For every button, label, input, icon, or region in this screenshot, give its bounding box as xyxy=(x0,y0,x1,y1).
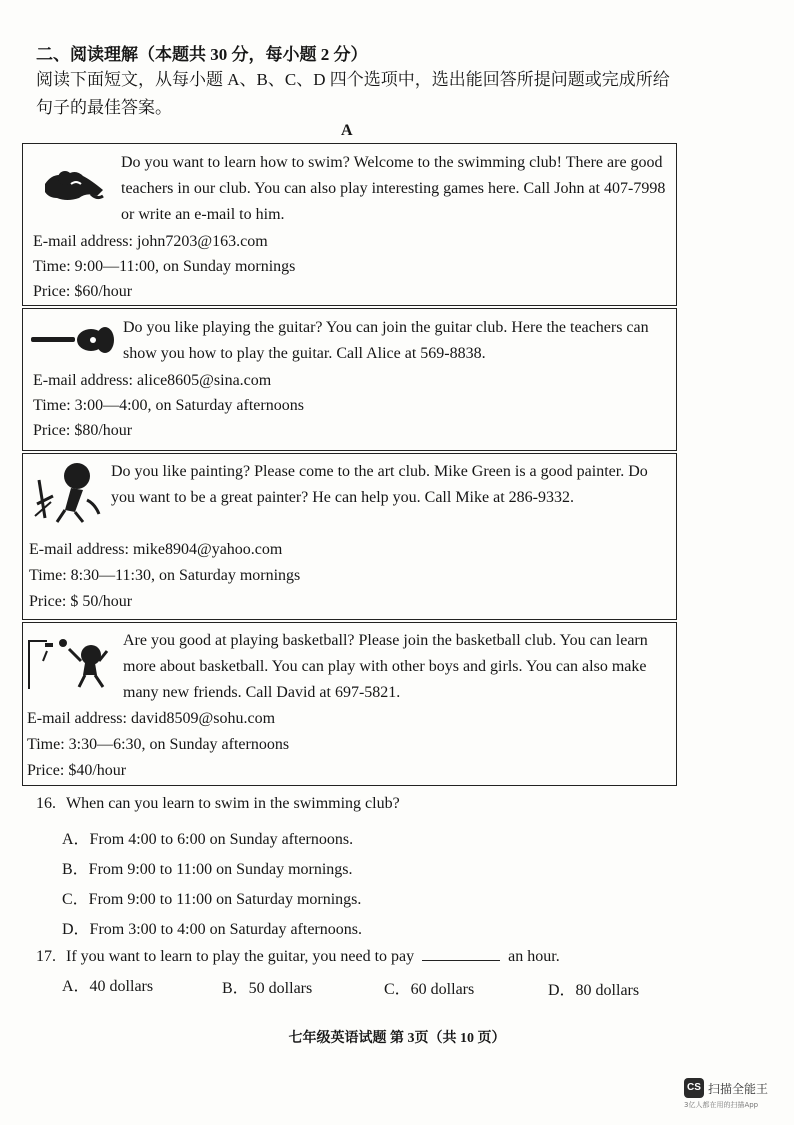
club-description: Are you good at playing basketball? Please join the basketball club. You can learn more about basketball. You can play with other boys and girls. You can also make many new friends. Call David at 697-5821. xyxy=(123,632,648,701)
club-description: Do you want to learn how to swim? Welcome to the swimming club! There are good teachers in our club. You can also play interesting games here. Call John at 407-7998 or write an e-mail to him. xyxy=(121,154,666,223)
club-price: Price: $40/hour xyxy=(27,762,127,779)
basketball-club-box xyxy=(22,622,677,786)
club-time: Time: 3:30—6:30, on Sunday afternoons xyxy=(27,736,290,753)
painter-illustration xyxy=(31,460,105,529)
question-stem-end: an hour. xyxy=(508,948,560,965)
section-instructions: 阅读下面短文，从每小题 A、B、C、D 四个选项中，选出能回答所提问题或完成所给句子的最佳答案。 xyxy=(36,70,670,117)
scanner-watermark xyxy=(684,1078,784,1110)
club-email: E-mail address: john7203@163.com xyxy=(33,233,268,250)
watermark-tagline: 3亿人都在用的扫描App xyxy=(684,1101,759,1109)
section-title: 二、阅读理解（本题共 30 分，每小题 2 分） xyxy=(36,45,368,64)
guitar-illustration xyxy=(31,323,115,362)
club-description: Do you like painting? Please come to the art club. Mike Green is a good painter. Do you want to be a great painter? He can help you. Call Mike at 286-9332. xyxy=(111,463,648,506)
question-stem: If you want to learn to play the guitar, you need to pay xyxy=(66,948,415,965)
page-footer: 七年级英语试题 第 3页（共 10 页） xyxy=(288,1031,506,1046)
option-17-c[interactable]: C．60 dollars xyxy=(384,981,475,998)
art-club-box xyxy=(22,453,677,620)
club-time: Time: 9:00—11:00, on Sunday mornings xyxy=(33,258,296,275)
camscanner-logo-icon: CS xyxy=(684,1078,704,1098)
club-price: Price: $ 50/hour xyxy=(29,593,133,610)
club-price: Price: $80/hour xyxy=(33,422,133,439)
club-email: E-mail address: david8509@sohu.com xyxy=(27,710,276,727)
club-email: E-mail address: alice8605@sina.com xyxy=(33,372,272,389)
question-stem: When can you learn to swim in the swimming club? xyxy=(66,795,400,812)
option-16-b[interactable]: B．From 9:00 to 11:00 on Sunday mornings. xyxy=(62,861,353,878)
passage-label: A xyxy=(341,122,353,139)
option-16-d[interactable]: D．From 3:00 to 4:00 on Saturday afternoons. xyxy=(62,921,362,938)
question-17 xyxy=(36,946,560,966)
question-number: 17. xyxy=(36,948,56,965)
swimmer-illustration xyxy=(31,154,111,219)
option-17-d[interactable]: D．80 dollars xyxy=(548,982,640,999)
club-description: Do you like playing the guitar? You can join the guitar club. Here the teachers can show you how to play the guitar. Call Alice at 569-8838. xyxy=(123,319,649,362)
club-time: Time: 3:00—4:00, on Saturday afternoons xyxy=(33,397,304,414)
question-16 xyxy=(36,795,400,813)
option-16-a[interactable]: A．From 4:00 to 6:00 on Sunday afternoons. xyxy=(62,831,354,848)
guitar-club-box xyxy=(22,308,677,451)
question-number: 16. xyxy=(36,795,56,812)
club-email: E-mail address: mike8904@yahoo.com xyxy=(29,541,283,558)
swimming-club-box xyxy=(22,143,677,306)
option-17-b[interactable]: B．50 dollars xyxy=(222,980,313,997)
club-time: Time: 8:30—11:30, on Saturday mornings xyxy=(29,567,301,584)
option-16-c[interactable]: C．From 9:00 to 11:00 on Saturday mornings. xyxy=(62,891,362,908)
option-17-a[interactable]: A．40 dollars xyxy=(62,978,154,995)
answer-blank[interactable] xyxy=(422,946,500,961)
watermark-name: 扫描全能王 xyxy=(708,1081,769,1096)
basketball-illustration xyxy=(25,631,115,696)
club-price: Price: $60/hour xyxy=(33,283,133,300)
